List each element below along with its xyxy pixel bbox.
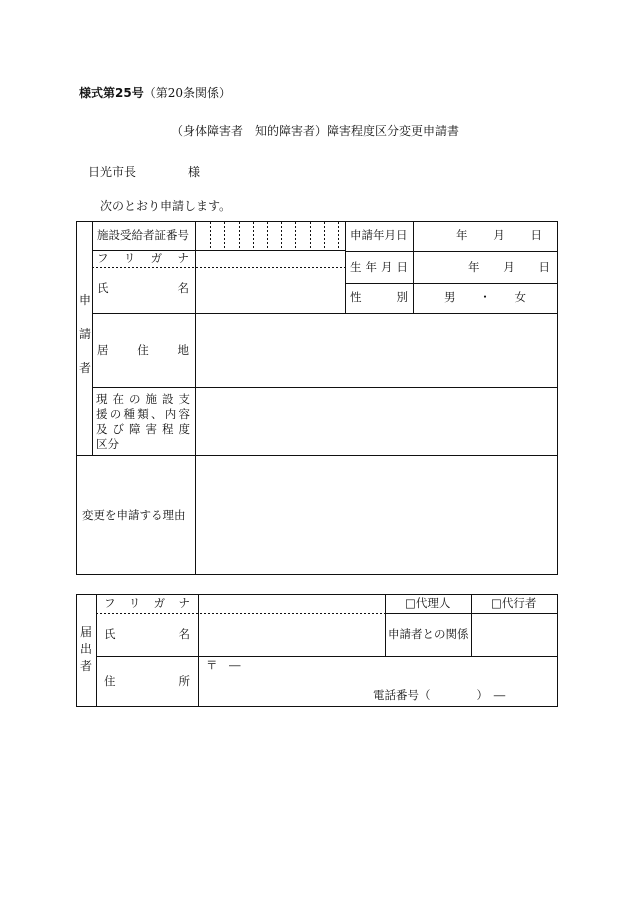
reason-label: 変更を申請する理由 (82, 508, 186, 522)
furigana-char: ガ (150, 251, 163, 265)
name-char: 名 (177, 281, 189, 295)
support-char: 容 (178, 407, 190, 421)
furigana-char: リ (123, 251, 136, 265)
support-line-3 (96, 422, 190, 437)
apply-date-day: 日 (530, 228, 542, 242)
support-line-1 (96, 392, 190, 407)
support-char: の (129, 392, 141, 406)
notifier-furigana-label (104, 598, 190, 610)
postal-code-mark: 〒 ― (206, 658, 241, 672)
support-char: の (109, 407, 122, 421)
support-char: び (112, 422, 124, 436)
furigana-char: ナ (177, 251, 189, 265)
support-char: 支 (178, 392, 190, 406)
furigana-char: フ (97, 251, 109, 265)
applicant-char-1: 申 (78, 293, 91, 307)
support-char: 在 (112, 392, 124, 406)
applicant-section-label (78, 294, 92, 374)
sex-male-option[interactable]: 男 (444, 290, 456, 304)
support-char: 類 (137, 407, 149, 421)
apply-date-label: 申請年月日 (350, 228, 408, 242)
form-number-ref: （第20条関係） (143, 86, 231, 100)
notifier-char-2: 出 (79, 642, 92, 656)
support-char: 区分 (96, 437, 119, 451)
support-char: 程 (162, 422, 174, 436)
sex-char: 別 (396, 290, 408, 304)
agent-checkbox[interactable]: □代理人 (405, 596, 451, 610)
support-char: 設 (162, 392, 174, 406)
furigana-char: リ (128, 596, 141, 610)
birth-day: 日 (538, 260, 550, 274)
form-title: （身体障害者 知的障害者）障害程度区分変更申請書 (170, 124, 459, 138)
sex-separator: ・ (479, 290, 491, 304)
notifier-section-label (79, 626, 93, 672)
name-char: 氏 (97, 281, 109, 295)
support-char: 障 (129, 422, 141, 436)
relation-label: 申請者との関係 (388, 627, 469, 641)
sex-label (350, 292, 408, 304)
support-char: 施 (145, 392, 157, 406)
address-char: 所 (178, 674, 190, 688)
support-char: 害 (145, 422, 157, 436)
birth-char: 月 (381, 260, 393, 274)
addressee-name: 日光市長 (88, 165, 137, 179)
residence-char: 地 (177, 343, 189, 357)
support-char: 種 (123, 407, 135, 421)
support-char: 内 (164, 407, 177, 421)
notifier-address-label (104, 676, 190, 688)
furigana-char: ガ (153, 596, 166, 610)
name-label (97, 283, 189, 295)
support-char: 度 (178, 422, 190, 436)
sex-female-option[interactable]: 女 (514, 290, 526, 304)
furigana-label (97, 253, 189, 265)
apply-date-field[interactable] (456, 230, 542, 242)
notifier-char-3: 者 (79, 659, 92, 673)
apply-date-month: 月 (493, 228, 505, 242)
birth-year: 年 (468, 260, 480, 274)
support-line-2 (96, 407, 190, 422)
apply-date-year: 年 (456, 228, 468, 242)
birth-date-label (350, 262, 408, 274)
birth-char: 年 (365, 260, 377, 274)
support-char: 援 (96, 407, 108, 421)
cert-number-digit-boxes (211, 222, 339, 250)
sex-options[interactable] (444, 292, 526, 304)
honorific: 様 (188, 165, 201, 179)
support-line-4 (96, 437, 190, 452)
name-char: 氏 (104, 627, 116, 641)
birth-char: 日 (396, 260, 408, 274)
support-type-label (96, 392, 190, 452)
residence-label (97, 345, 189, 357)
address-char: 住 (104, 674, 116, 688)
support-char: 及 (96, 422, 108, 436)
residence-char: 住 (137, 343, 149, 357)
proxy-checkbox[interactable]: □代行者 (491, 596, 537, 610)
sex-char: 性 (350, 290, 362, 304)
birth-char: 生 (350, 260, 362, 274)
applicant-char-2: 請 (78, 327, 91, 341)
birth-date-field[interactable] (468, 262, 550, 274)
phone-number-label: 電話番号（ ） ― (373, 688, 506, 702)
notifier-char-1: 届 (79, 625, 92, 639)
form-number-main: 様式第25号 (79, 86, 144, 100)
birth-month: 月 (503, 260, 515, 274)
furigana-char: ナ (178, 596, 190, 610)
notifier-name-label (104, 629, 190, 641)
support-char: 現 (96, 392, 108, 406)
residence-char: 居 (97, 343, 109, 357)
intro-text: 次のとおり申請します。 (100, 199, 232, 213)
support-char: 、 (151, 407, 163, 421)
name-char: 名 (178, 627, 190, 641)
furigana-char: フ (104, 596, 116, 610)
cert-number-label: 施設受給者証番号 (97, 228, 189, 242)
applicant-char-3: 者 (78, 361, 91, 375)
